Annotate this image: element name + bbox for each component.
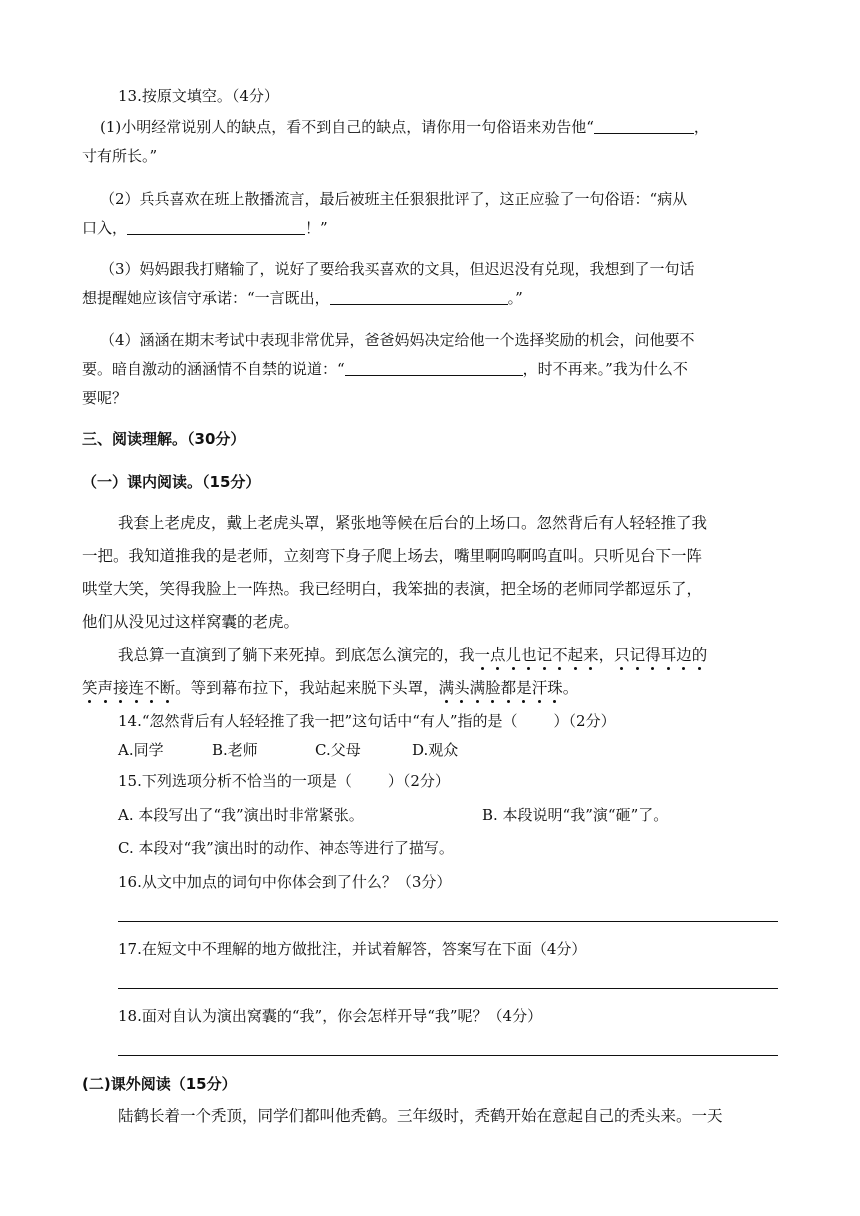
q17-stem: 17.在短文中不理解的地方做批注，并试着解答，答案写在下面（4分） [118,940,587,958]
text: ，时不再来。”我为什么不 [522,360,688,378]
q15-option-a: A. 本段写出了“我”演出时非常紧张。 [118,806,364,824]
q18-stem: 18.面对自认为演出窝囊的“我”，你会怎样开导“我”呢？（4分） [118,1007,543,1025]
passage-line [82,678,578,698]
section3-heading: 三、阅读理解。（30分） [82,430,246,448]
text: 。” [507,289,523,307]
q13-part3-line1: （3）妈妈跟我打赌输了，说好了要给我买喜欢的文具，但迟迟没有兑现，我想到了一句话 [100,260,695,278]
answer-line[interactable] [118,1055,778,1056]
emphasized-char: 珠 [547,679,563,697]
q14-stem [118,711,616,731]
answer-line[interactable] [118,988,778,989]
q14-option-a: A.同学 [118,741,164,759]
part2-heading: (二)课外阅读（15分） [82,1075,237,1093]
text: ！” [305,219,328,237]
passage-line [118,645,707,665]
answer-blank[interactable] [345,359,523,376]
passage-line: 哄堂大笑，笑得我脸上一阵热。我已经明白，我笨拙的表演，把全场的老师同学都逗乐了， [82,580,703,598]
emphasized-char: 的 [691,646,708,664]
emphasized-char: 也 [521,646,537,664]
text: 15.下列选项分析不恰当的一项是（ [118,772,352,790]
emphasized-char: 连 [128,679,145,697]
text: 想提醒她应该信守承诺：“一言既出， [82,289,330,307]
passage-line: 我套上老虎皮，戴上老虎头罩，紧张地等候在后台的上场口。忽然背后有人轻轻推了我 [118,514,708,532]
emphasized-text [439,679,563,697]
emphasized-char: 笑 [82,679,98,697]
text: ）（2分） [387,772,450,790]
answer-blank[interactable] [127,218,305,235]
part1-heading: （一）课内阅读。（15分） [82,473,261,491]
q13-part4-line3: 要呢？ [82,389,128,407]
emphasized-text [82,679,175,697]
text: 口入， [82,219,128,237]
emphasized-char: 记 [629,646,646,664]
emphasized-char: 起 [567,646,584,664]
emphasized-text [475,646,599,664]
text: 。等到幕布拉下，我站起来脱下头罩， [175,679,439,697]
q13-part4-line1: （4）涵涵在期末考试中表现非常优异，爸爸妈妈决定给他一个选择奖励的机会，问他要不 [100,331,695,349]
emphasized-char: 点 [490,646,506,664]
emphasized-char: 声 [97,679,114,697]
emphasized-char: 不 [144,679,160,697]
q14-option-b: B.老师 [212,741,258,759]
emphasized-char: 满 [438,679,455,697]
text: 要。暗自激动的涵涵情不自禁的说道：“ [82,360,345,378]
q15-option-c: C. 本段对“我”演出时的动作、神态等进行了描写。 [118,839,454,857]
emphasized-char: 只 [614,646,630,664]
text: ， [598,646,615,664]
emphasized-char: 断 [159,679,176,697]
emphasized-char: 汗 [531,679,548,697]
emphasized-char: 来 [583,646,599,664]
q13-part2-line2 [82,218,328,238]
passage-line: 他们从没见过这样窝囊的老虎。 [82,613,300,631]
emphasized-char: 头 [454,679,470,697]
emphasized-char: 边 [676,646,692,664]
text: 我总算一直演到了躺下来死掉。到底怎么演完的，我 [118,646,475,664]
q13-part1-line1 [100,117,709,137]
emphasized-char: 一 [474,646,491,664]
emphasized-char: 脸 [485,679,501,697]
emphasized-char: 不 [552,646,568,664]
emphasized-char: 耳 [660,646,677,664]
emphasized-char: 儿 [505,646,522,664]
text: 。 [562,679,579,697]
answer-blank[interactable] [330,288,508,305]
q13-part3-line2 [82,288,523,308]
answer-blank[interactable] [594,117,694,134]
q13-part2-line1: （2）兵兵喜欢在班上散播流言，最后被班主任狠狠批评了，这正应验了一句俗语：“病从 [100,190,688,208]
text: ）（2分） [553,712,616,730]
emphasized-char: 是 [516,679,532,697]
text: (1)小明经常说别人的缺点，看不到自己的缺点，请你用一句俗语来劝告他“ [100,118,594,136]
emphasized-text [614,646,707,664]
q15-stem [118,771,450,791]
text: ， [693,118,709,136]
emphasized-char: 接 [113,679,129,697]
q13-part4-line2 [82,359,688,379]
emphasized-char: 记 [536,646,553,664]
emphasized-char: 得 [645,646,661,664]
passage-line: 一把。我知道推我的是老师，立刻弯下身子爬上场去，嘴里啊呜啊呜直叫。只听见台下一阵 [82,547,703,565]
text: 14.“忽然背后有人轻轻推了我一把”这句话中“有人”指的是（ [118,712,518,730]
q16-stem: 16.从文中加点的词句中你体会到了什么？（3分） [118,873,452,891]
q14-option-d: D.观众 [412,741,459,759]
q13-part1-line2: 寸有所长。” [82,147,158,165]
answer-line[interactable] [118,921,778,922]
emphasized-char: 满 [469,679,486,697]
emphasized-char: 都 [500,679,517,697]
part2-passage-line: 陆鹤长着一个秃顶，同学们都叫他秃鹤。三年级时，秃鹤开始在意起自己的秃头来。一天 [118,1107,723,1125]
q13-title: 13.按原文填空。（4分） [118,87,279,105]
q15-option-b: B. 本段说明“我”演“砸”了。 [482,806,669,824]
q14-option-c: C.父母 [315,741,361,759]
